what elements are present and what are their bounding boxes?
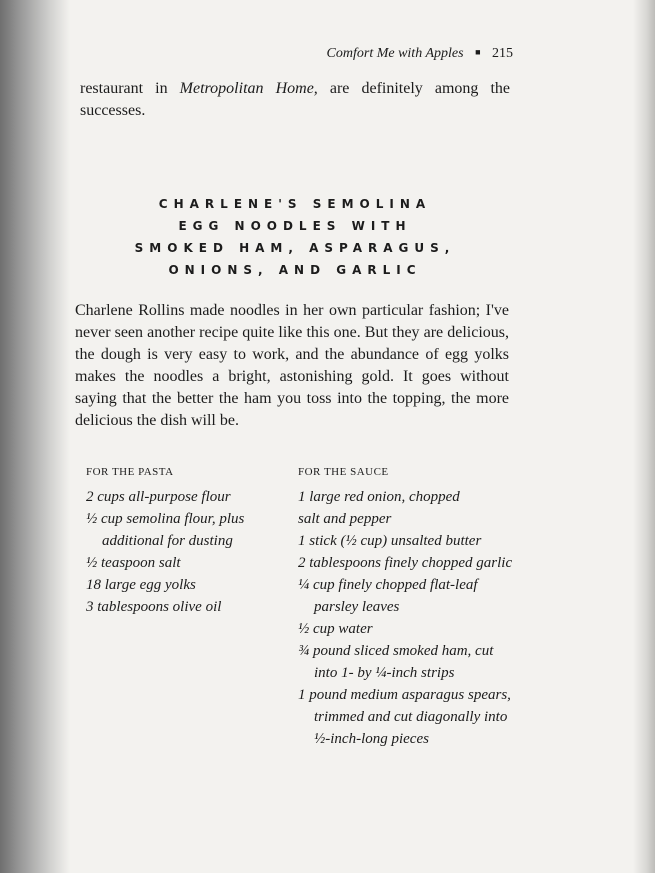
header-separator: ■ bbox=[475, 47, 481, 57]
ingredient-item: 1 stick (½ cup) unsalted butter bbox=[298, 533, 482, 549]
page-number: 215 bbox=[492, 46, 513, 61]
recipe-title-line: ONIONS, AND GARLIC bbox=[168, 263, 422, 277]
ingredient-item: 2 cups all-purpose flour bbox=[86, 489, 231, 505]
intro-text-after: are definitely among the successes. bbox=[80, 80, 511, 119]
ingredient-item: ½ cup semolina flour, plus additional for dusting bbox=[86, 511, 245, 549]
ingredient-item: salt and pepper bbox=[298, 511, 392, 527]
recipe-title-line: EGG NOODLES WITH bbox=[178, 219, 412, 233]
ingredient-item: ½ cup water bbox=[298, 621, 373, 637]
recipe-title-line: CHARLENE'S SEMOLINA bbox=[158, 197, 432, 211]
ingredient-item: 18 large egg yolks bbox=[86, 577, 196, 593]
pasta-ingredients bbox=[86, 461, 286, 618]
ingredient-item: 3 tablespoons olive oil bbox=[86, 599, 222, 615]
ingredient-item: 2 tablespoons finely chopped garlic bbox=[298, 555, 513, 571]
sauce-ingredients bbox=[298, 461, 518, 750]
ingredient-item: ¾ pound sliced smoked ham, cut into 1- by ¼-inch strips bbox=[298, 643, 494, 681]
sauce-heading: FOR THE SAUCE bbox=[298, 466, 389, 478]
pasta-heading: FOR THE PASTA bbox=[86, 466, 174, 478]
ingredient-item: 1 large red onion, chopped bbox=[298, 489, 460, 505]
ingredient-item: 1 pound medium asparagus spears, trimmed and cut diagonally into ½-inch-long pieces bbox=[298, 687, 511, 747]
page-gutter-shadow bbox=[0, 0, 70, 873]
intro-text-before: restaurant in bbox=[80, 80, 180, 97]
recipe-title bbox=[80, 193, 510, 281]
page-edge-shadow bbox=[633, 0, 655, 873]
magazine-name: Metropolitan Home, bbox=[179, 80, 318, 97]
book-title: Comfort Me with Apples bbox=[326, 46, 464, 61]
recipe-title-line: SMOKED HAM, ASPARAGUS, bbox=[134, 241, 456, 255]
ingredient-item: ¼ cup finely chopped flat-leaf parsley leaves bbox=[298, 577, 478, 615]
running-header bbox=[327, 46, 513, 62]
ingredient-item: ½ teaspoon salt bbox=[86, 555, 181, 571]
recipe-description: Charlene Rollins made noodles in her own particular fashion; I've never seen another recipe quite like this one. But they are delicious, the dough is very easy to work, and the abundance of egg yolks makes the noodles a bright, astonishing gold. It goes without saying that the better the ham you toss into the topping, the more delicious the dish will be. bbox=[75, 302, 509, 429]
intro-paragraph bbox=[80, 78, 510, 122]
